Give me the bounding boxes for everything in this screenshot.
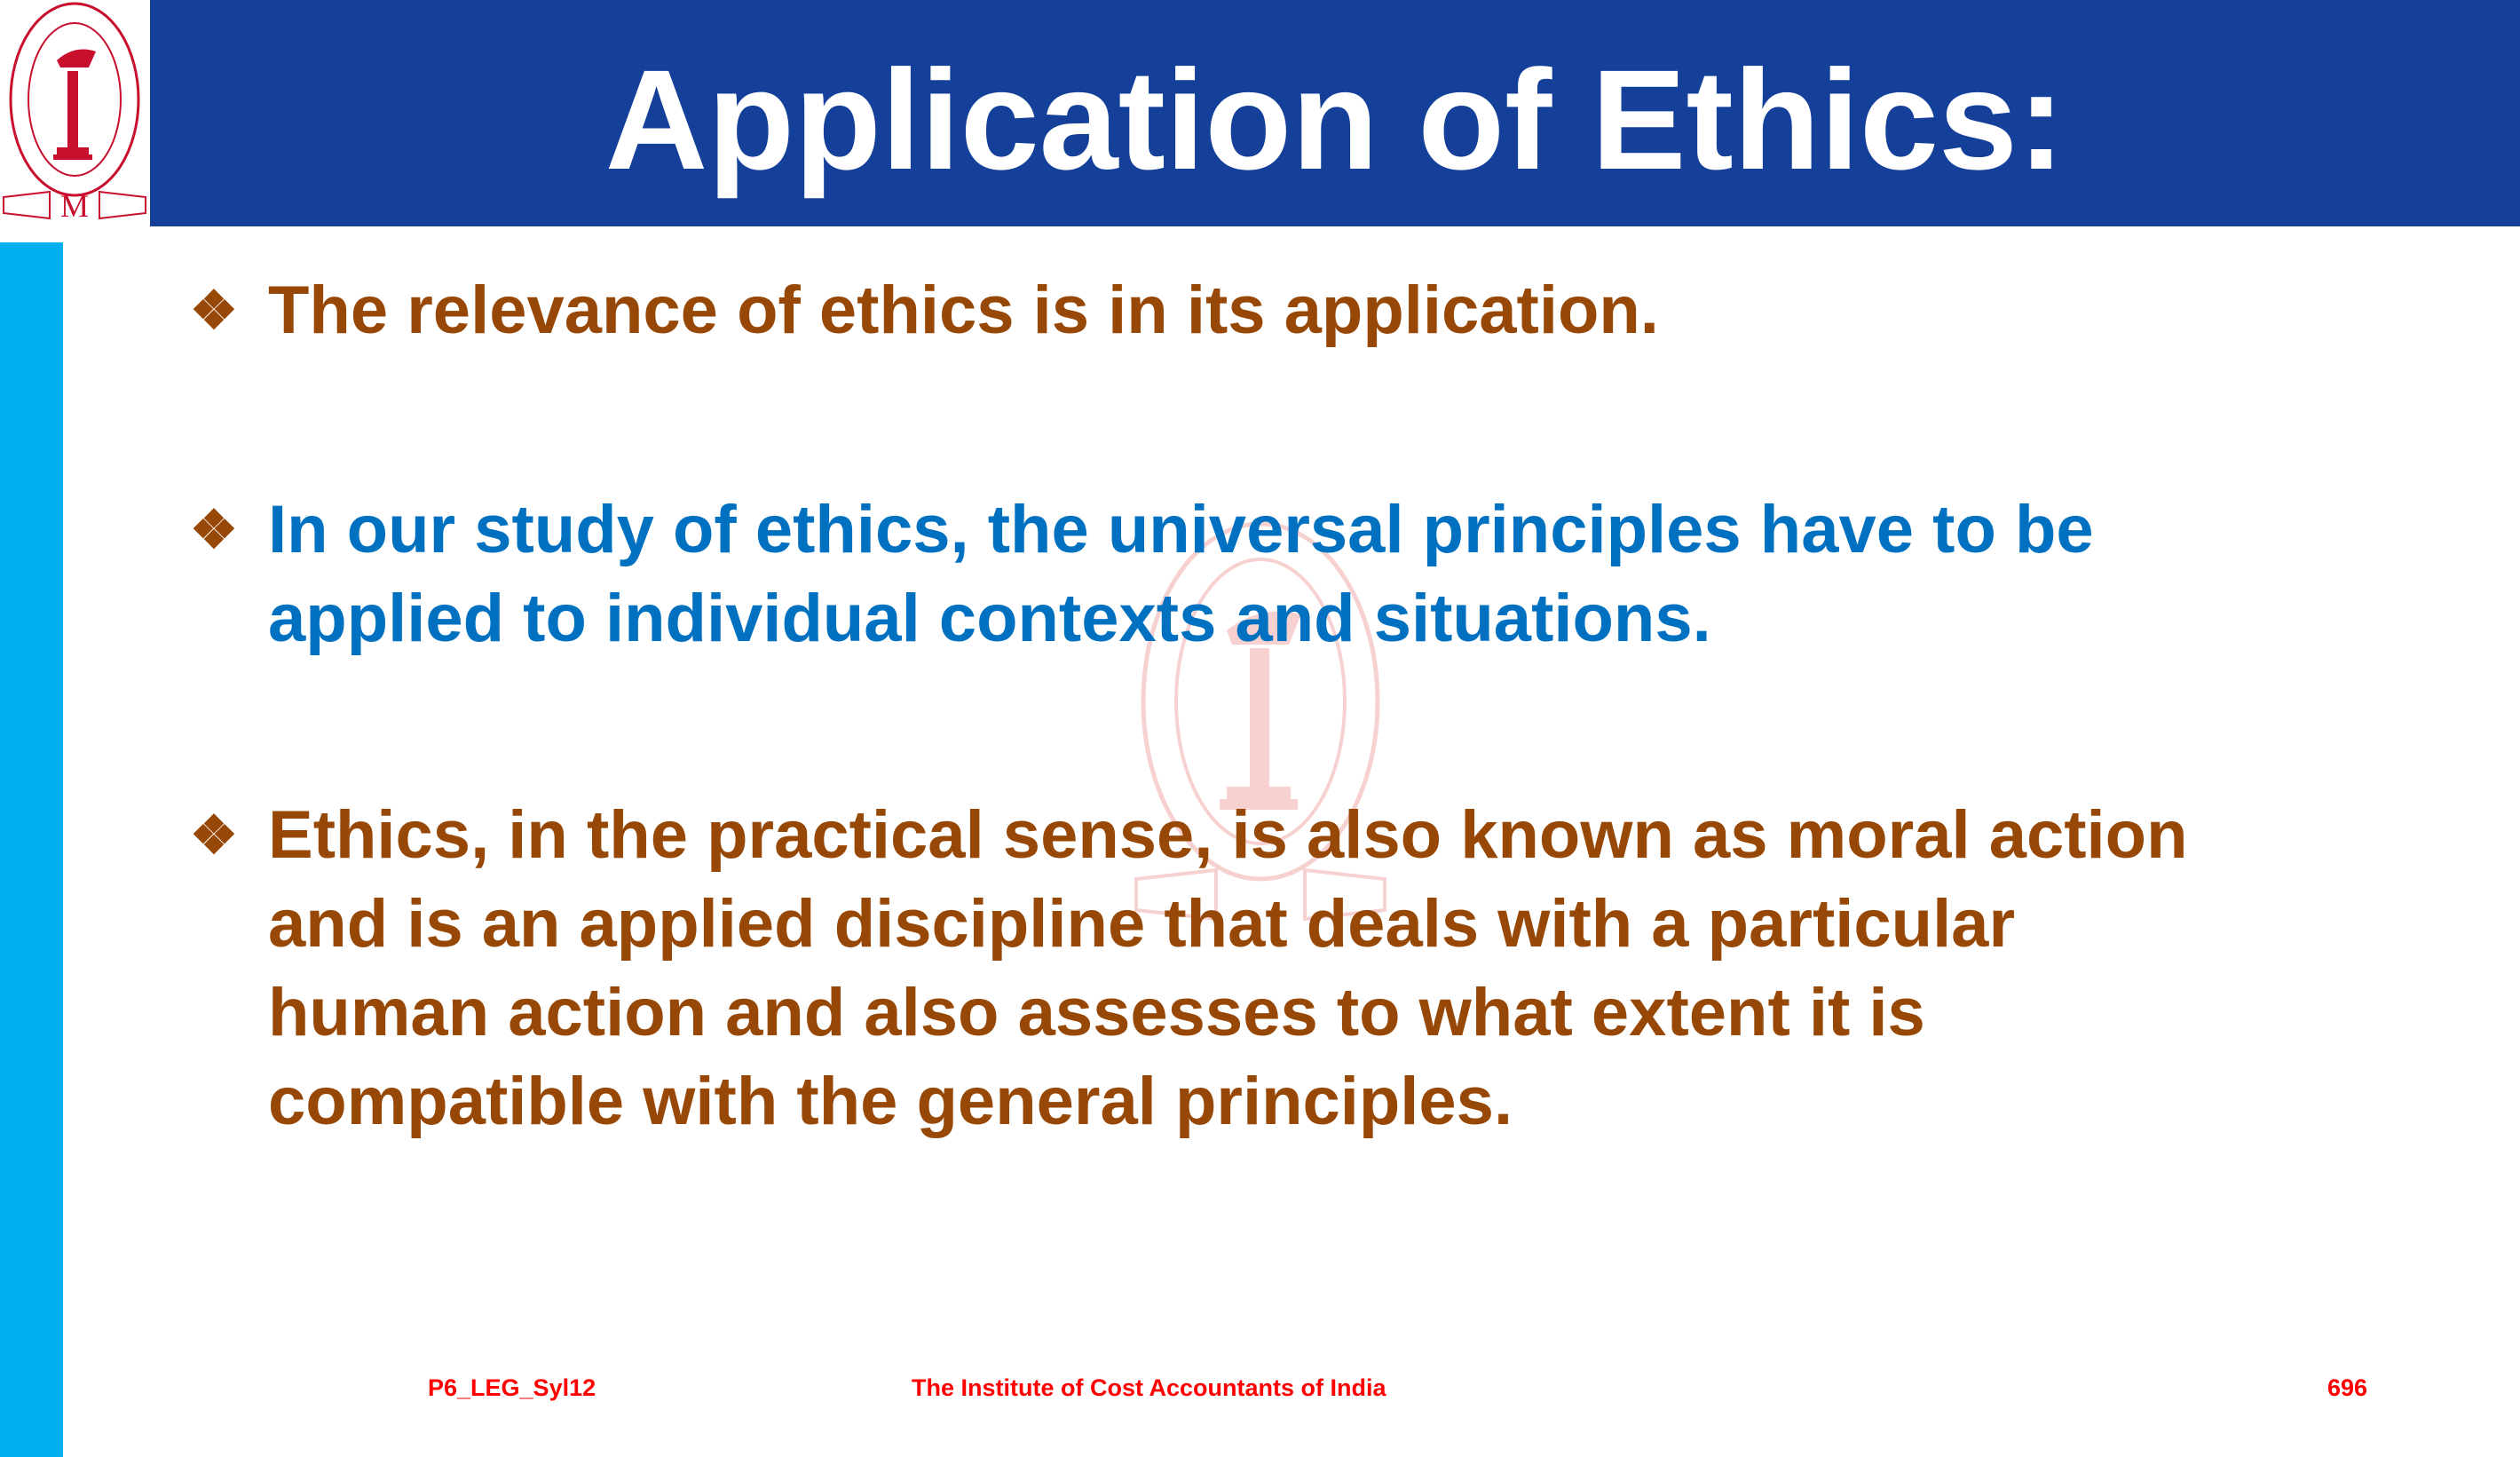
four-diamond-bullet-icon: ❖: [190, 281, 238, 340]
footer-course-code: P6_LEG_Syl12: [428, 1374, 596, 1401]
institute-logo: [0, 0, 149, 226]
bullet-line: In our study of ethics, the universal principles have to be: [268, 492, 2094, 567]
bullet-line: The relevance of ethics is in its application.: [268, 273, 1659, 348]
bullet-line: and is an applied discipline that deals with a particular: [268, 886, 2016, 962]
bullet-line: human action and also assesses to what extent it is: [268, 975, 1925, 1050]
slide-title: Application of Ethics:: [604, 40, 2066, 199]
four-diamond-bullet-icon: ❖: [190, 500, 238, 559]
four-diamond-bullet-icon: ❖: [190, 805, 238, 865]
sidebar-accent: [0, 242, 63, 1457]
footer-institute: The Institute of Cost Accountants of India: [912, 1374, 1386, 1401]
footer-page-number: 696: [2327, 1374, 2368, 1401]
svg-text:M: M: [59, 188, 90, 224]
bullet-line: Ethics, in the practical sense, is also known as moral action: [268, 797, 2188, 873]
bullet-line: applied to individual contexts and situations.: [268, 581, 1711, 656]
bullet-line: compatible with the general principles.: [268, 1064, 1513, 1139]
